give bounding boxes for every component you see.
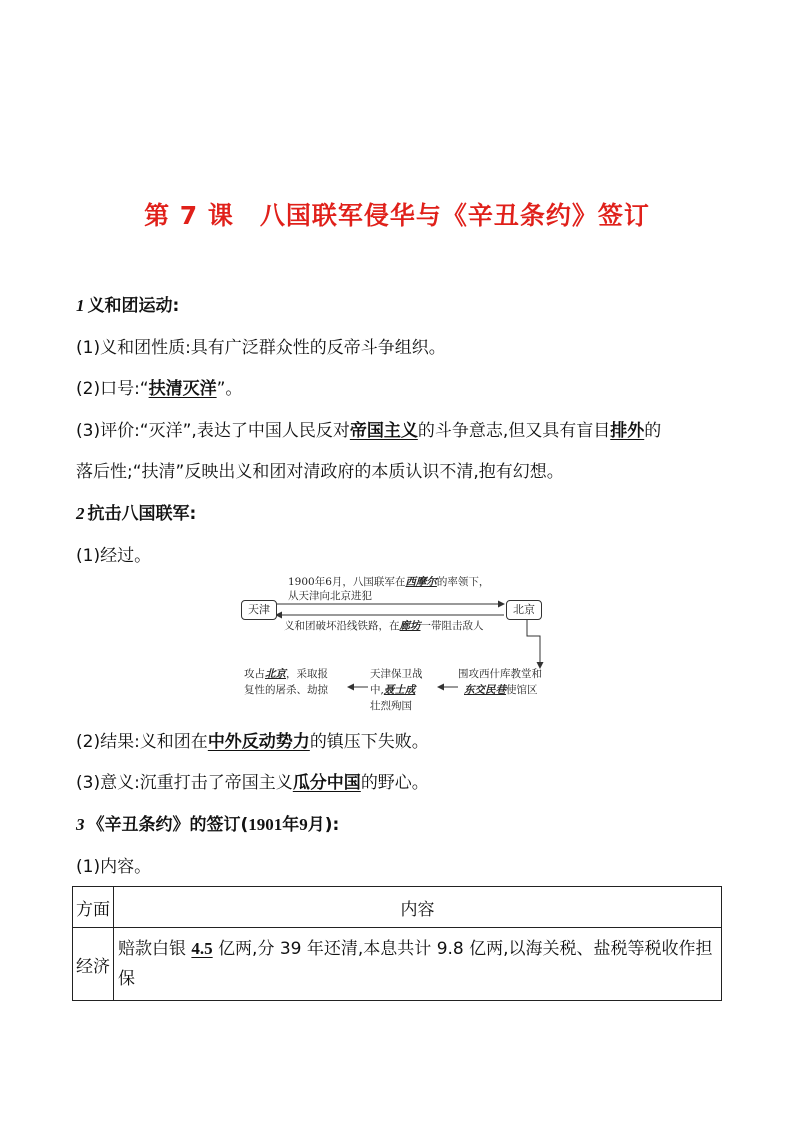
- page-title: 第 7 课 八国联军侵华与《辛丑条约》签订: [144, 201, 650, 230]
- paragraph: (1)经过。: [76, 546, 152, 566]
- answer-keyword: 东交民巷: [464, 684, 506, 696]
- table-header-aspect: 方面: [73, 887, 114, 928]
- diagram-label: 复性的屠杀、劫掠: [244, 684, 328, 696]
- diagram-label: [284, 620, 484, 633]
- text: 的率领下，: [436, 576, 490, 588]
- text: 月):: [307, 815, 340, 835]
- section-title: 《辛丑条约》的签订(: [87, 815, 249, 835]
- section-number: 1: [76, 296, 85, 315]
- node-tianjin: 天津: [241, 600, 277, 620]
- section-3-heading: [76, 813, 339, 837]
- paragraph: (1)内容。: [76, 857, 152, 877]
- answer-keyword: 西摩尔: [405, 576, 437, 588]
- text: 年: [282, 815, 300, 835]
- text: 使馆区: [506, 684, 538, 696]
- paragraph: [76, 771, 429, 795]
- text: 赔款白银: [118, 939, 186, 959]
- text: 一带阻击敌人: [420, 620, 484, 632]
- treaty-content-table: [72, 886, 722, 1001]
- paragraph: 落后性;“扶清”反映出义和团对清政府的本质认识不清,抱有幻想。: [76, 462, 564, 482]
- text: ”。: [216, 379, 243, 399]
- section-number: 2: [76, 504, 85, 523]
- answer-keyword: 瓜分中国: [292, 773, 361, 793]
- date-month: 9: [299, 815, 308, 834]
- answer-keyword: 4.5: [191, 939, 213, 958]
- answer-keyword: 北京: [265, 668, 286, 680]
- process-diagram: [240, 572, 560, 712]
- answer-keyword: 帝国主义: [349, 421, 418, 441]
- section-number: 3: [76, 815, 85, 834]
- diagram-label: 壮烈殉国: [370, 700, 412, 712]
- text: (3)意义:沉重打击了帝国主义: [76, 773, 293, 793]
- paragraph: [76, 377, 242, 401]
- node-beijing: 北京: [506, 600, 542, 620]
- section-2-heading: [76, 502, 196, 526]
- table-cell-aspect: 经济: [73, 928, 114, 1001]
- text: 1900年6月，八国联军在: [288, 576, 406, 588]
- text: (3)评价:“灭洋”,表达了中国人民反对: [76, 421, 350, 441]
- date-year: 1901: [248, 815, 283, 834]
- paragraph: (1)义和团性质:具有广泛群众性的反帝斗争组织。: [76, 338, 446, 358]
- diagram-label: [288, 576, 489, 589]
- diagram-label: [244, 668, 328, 681]
- text: 义和团破坏沿线铁路，在: [284, 620, 400, 632]
- diagram-label: [464, 684, 538, 697]
- table-header-row: [73, 887, 722, 928]
- answer-keyword: 聂士成: [383, 684, 416, 696]
- answer-keyword: 中外反动势力: [207, 732, 310, 752]
- section-title: 义和团运动:: [87, 296, 180, 316]
- diagram-label: [370, 684, 415, 697]
- section-title: 抗击八国联军:: [87, 504, 197, 524]
- text: 中,: [370, 684, 384, 696]
- text: 的镇压下失败。: [309, 732, 429, 752]
- text: 的斗争意志,但又具有盲目: [417, 421, 611, 441]
- text: 亿两,分 39 年还清,本息共计 9.8 亿两,以海关税、盐税等税收作担保: [118, 939, 713, 989]
- table-header-content: 内容: [114, 887, 722, 928]
- text: 的: [644, 421, 662, 441]
- text: (2)结果:义和团在: [76, 732, 208, 752]
- answer-keyword: 扶清灭洋: [148, 379, 217, 399]
- text: 的野心。: [360, 773, 429, 793]
- table-cell-content: [114, 928, 722, 1001]
- text: 攻占: [244, 668, 265, 680]
- paragraph: [76, 419, 661, 443]
- table-row: [73, 928, 722, 1001]
- paragraph: [76, 730, 429, 754]
- diagram-label: 围攻西什库教堂和: [458, 668, 542, 680]
- text: ，采取报: [286, 668, 328, 680]
- section-1-heading: [76, 294, 179, 318]
- text: (2)口号:“: [76, 379, 149, 399]
- answer-keyword: 廊坊: [399, 620, 421, 632]
- answer-keyword: 排外: [610, 421, 645, 441]
- diagram-label: 天津保卫战: [370, 668, 423, 680]
- diagram-label: 从天津向北京进犯: [288, 590, 372, 602]
